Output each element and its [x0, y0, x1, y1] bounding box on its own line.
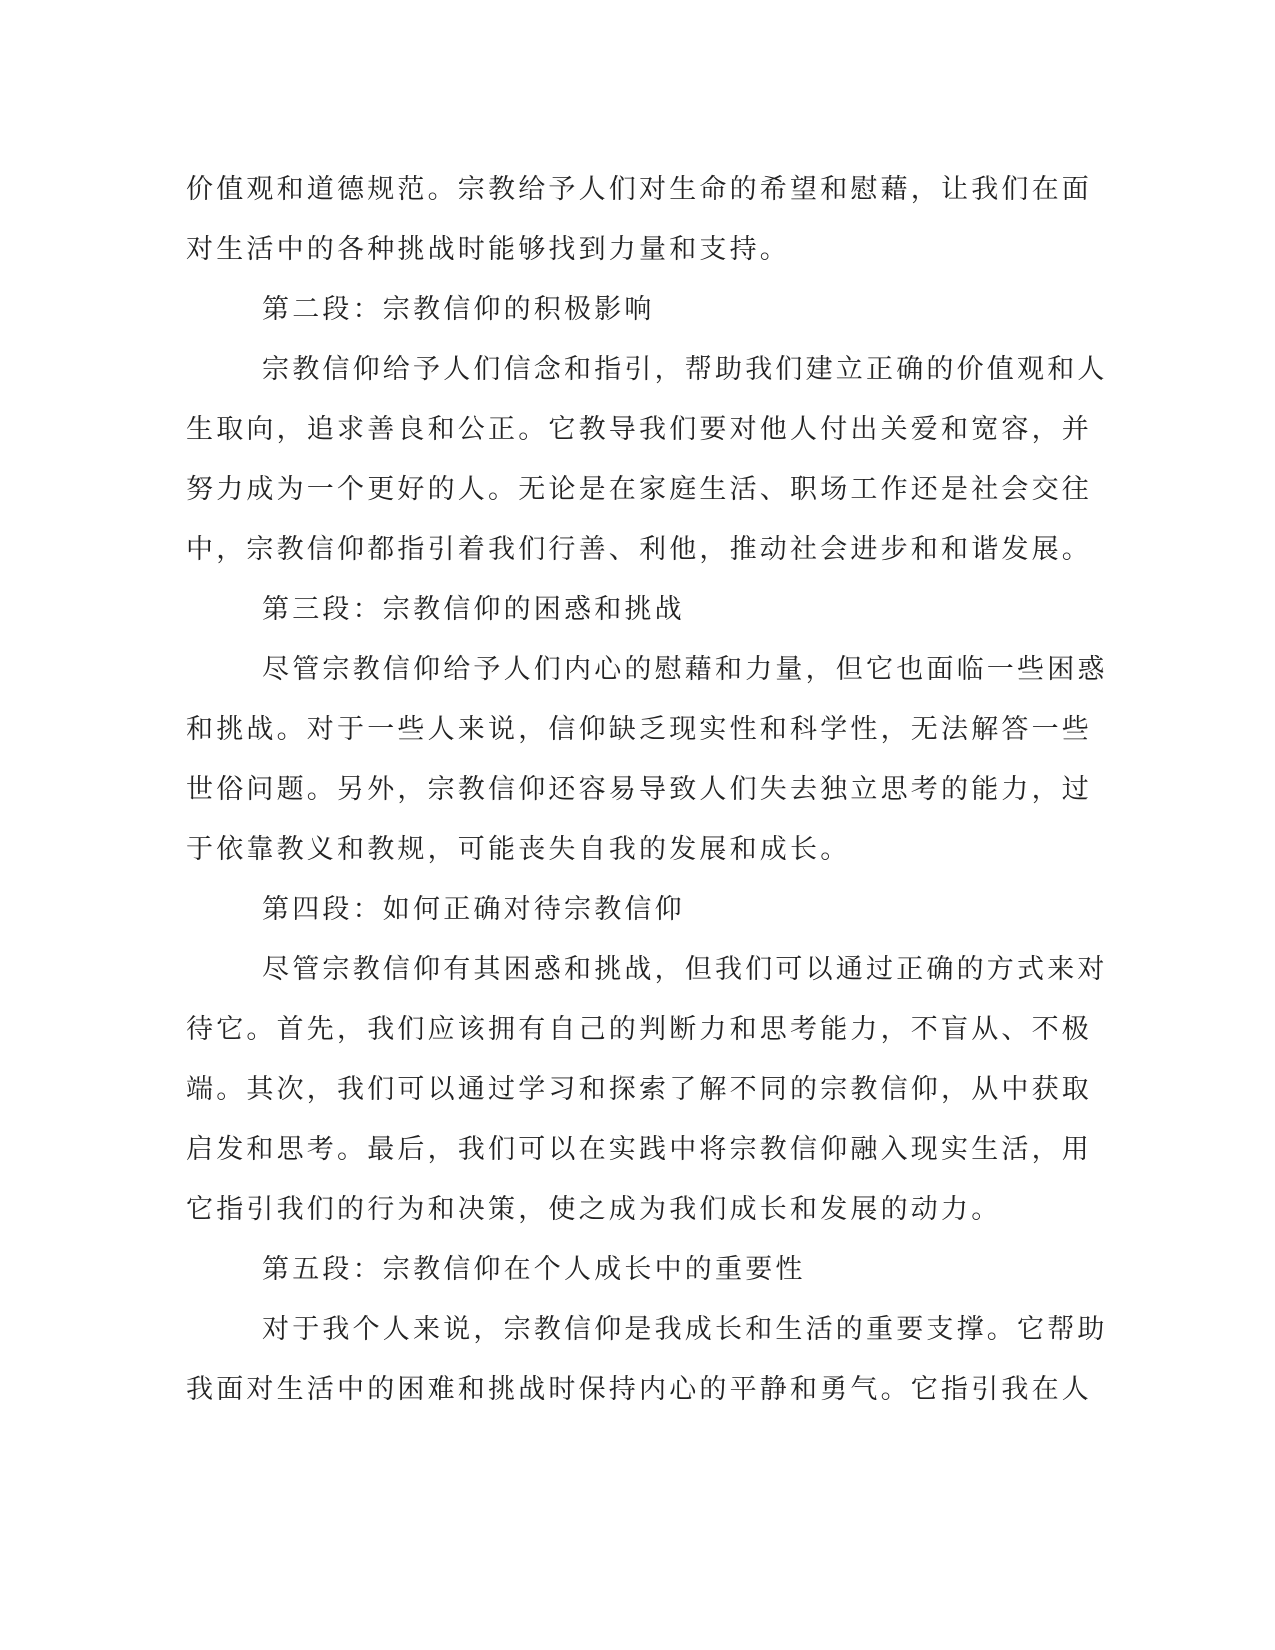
paragraph-start: 尽管宗教信仰给予人们内心的慰藉和力量，但它也面临一些困惑 — [262, 654, 1108, 685]
body-line: 我面对生活中的困难和挑战时保持内心的平静和勇气。它指引我在人 — [186, 1374, 1092, 1405]
body-line: 它指引我们的行为和决策，使之成为我们成长和发展的动力。 — [186, 1194, 1002, 1225]
body-line: 价值观和道德规范。宗教给予人们对生命的希望和慰藉，让我们在面 — [186, 174, 1092, 205]
section-heading-2: 第二段：宗教信仰的积极影响 — [262, 294, 655, 325]
section-heading-3: 第三段：宗教信仰的困惑和挑战 — [262, 594, 685, 625]
body-line: 端。其次，我们可以通过学习和探索了解不同的宗教信仰，从中获取 — [186, 1074, 1092, 1105]
body-line: 生取向，追求善良和公正。它教导我们要对他人付出关爱和宽容，并 — [186, 414, 1092, 445]
body-line: 启发和思考。最后，我们可以在实践中将宗教信仰融入现实生活，用 — [186, 1134, 1092, 1165]
paragraph-start: 对于我个人来说，宗教信仰是我成长和生活的重要支撑。它帮助 — [262, 1314, 1108, 1345]
body-line: 世俗问题。另外，宗教信仰还容易导致人们失去独立思考的能力，过 — [186, 774, 1092, 805]
body-line: 待它。首先，我们应该拥有自己的判断力和思考能力，不盲从、不极 — [186, 1014, 1092, 1045]
section-heading-5: 第五段：宗教信仰在个人成长中的重要性 — [262, 1254, 806, 1285]
section-heading-4: 第四段：如何正确对待宗教信仰 — [262, 894, 685, 925]
paragraph-start: 宗教信仰给予人们信念和指引，帮助我们建立正确的价值观和人 — [262, 354, 1108, 385]
paragraph-start: 尽管宗教信仰有其困惑和挑战，但我们可以通过正确的方式来对 — [262, 954, 1108, 985]
body-line: 中，宗教信仰都指引着我们行善、利他，推动社会进步和和谐发展。 — [186, 534, 1092, 565]
body-line: 于依靠教义和教规，可能丧失自我的发展和成长。 — [186, 834, 851, 865]
document-body — [186, 160, 1108, 1420]
body-line: 和挑战。对于一些人来说，信仰缺乏现实性和科学性，无法解答一些 — [186, 714, 1092, 745]
body-line: 努力成为一个更好的人。无论是在家庭生活、职场工作还是社会交往 — [186, 474, 1092, 505]
body-line: 对生活中的各种挑战时能够找到力量和支持。 — [186, 234, 790, 265]
